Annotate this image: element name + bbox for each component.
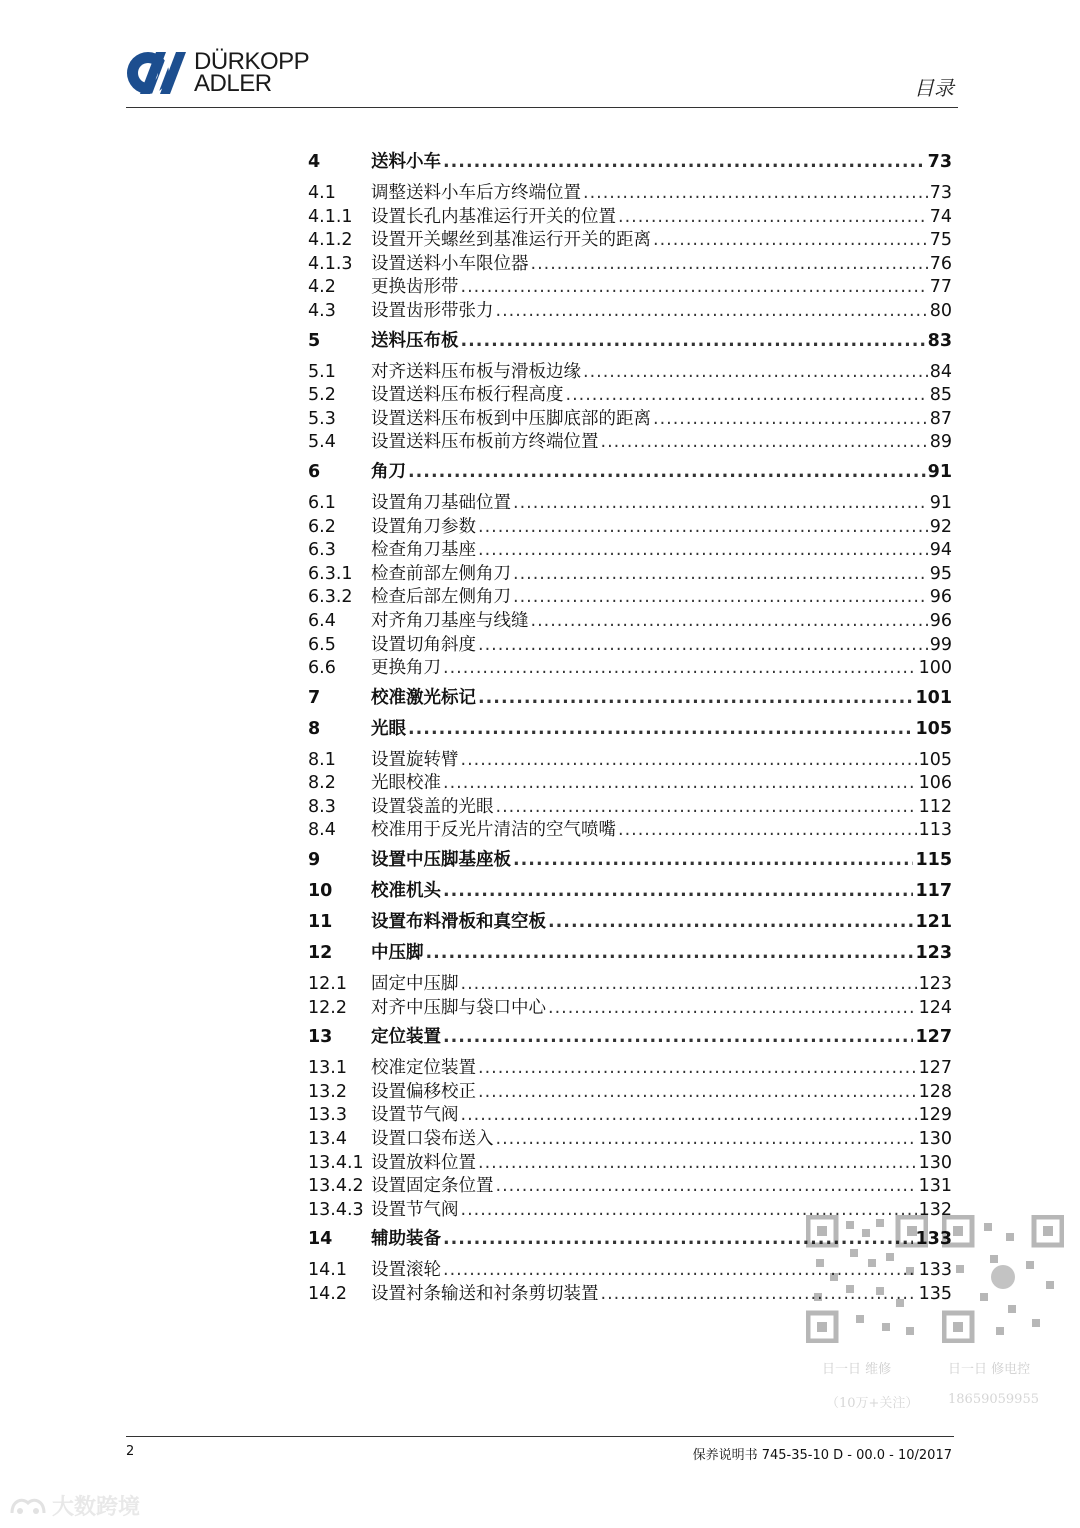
toc-section-entry[interactable]: [308, 297, 952, 321]
toc-chapter-entry[interactable]: [308, 877, 952, 902]
toc-entry-title: 角刀: [371, 461, 406, 482]
toc-entry-number: 4.1.3: [308, 253, 353, 274]
toc-entry-page: 105: [918, 749, 952, 770]
toc-entry-number: 8.2: [308, 773, 336, 794]
toc-entry-title: 对齐送料压布板与滑板边缘: [371, 361, 581, 382]
toc-entry-title: 校准定位装置: [371, 1058, 476, 1079]
toc-chapter-entry[interactable]: [308, 715, 952, 740]
toc-entry-number: 8.1: [308, 749, 336, 770]
toc-leader-dots: [408, 719, 913, 739]
toc-entry-page: 83: [927, 330, 952, 351]
toc-leader-dots: [513, 587, 928, 607]
toc-entry-number: 6.1: [308, 492, 336, 513]
toc-section-entry[interactable]: [308, 273, 952, 297]
toc-entry-number: 11: [308, 912, 333, 933]
toc-leader-dots: [461, 331, 926, 351]
toc-leader-dots: [461, 277, 928, 297]
toc-entry-number: 9: [308, 850, 321, 871]
toc-entry-page: 113: [918, 820, 952, 841]
toc-leader-dots: [443, 152, 926, 172]
footer-divider: [126, 1436, 954, 1437]
toc-leader-dots: [548, 912, 913, 932]
toc-entry-title: 校准机头: [371, 881, 441, 902]
toc-entry-page: 112: [918, 796, 952, 817]
toc-entry-title: 调整送料小车后方终端位置: [371, 183, 581, 203]
toc-entry-title: 设置滚轮: [371, 1260, 441, 1281]
toc-section-entry[interactable]: [308, 654, 952, 678]
toc-entry-page: 74: [929, 206, 952, 227]
toc-entry-number: 14.2: [308, 1284, 347, 1304]
toc-leader-dots: [583, 362, 928, 382]
toc-entry-page: 73: [927, 152, 952, 172]
toc-entry-title: 送料小车: [371, 152, 441, 172]
toc-entry-page: 130: [918, 1152, 952, 1173]
toc-entry-number: 12: [308, 943, 333, 964]
toc-chapter-entry[interactable]: [308, 1023, 952, 1048]
toc-entry-number: 6.4: [308, 610, 336, 631]
toc-entry-title: 辅助装备: [371, 1229, 441, 1250]
toc-entry-title: 更换齿形带: [371, 277, 459, 298]
toc-entry-title: 设置开关螺丝到基准运行开关的距离: [371, 230, 651, 251]
toc-entry-number: 13.4.1: [308, 1152, 364, 1173]
toc-entry-page: 77: [929, 277, 952, 298]
toc-entry-number: 10: [308, 881, 333, 902]
toc-entry-number: 5.4: [308, 432, 336, 453]
toc-leader-dots: [531, 254, 928, 274]
toc-entry-page: 123: [915, 943, 952, 964]
toc-entry-page: 117: [915, 881, 952, 902]
toc-entry-title: 检查后部左侧角刀: [371, 587, 511, 608]
toc-section-entry[interactable]: [308, 816, 952, 840]
toc-entry-title: 设置送料压布板前方终端位置: [371, 432, 599, 453]
toc-entry-page: 91: [929, 492, 952, 513]
toc-entry-title: 设置衬条输送和衬条剪切装置: [371, 1284, 599, 1304]
toc-leader-dots: [461, 974, 917, 994]
header-divider: [126, 107, 958, 108]
toc-leader-dots: [461, 750, 917, 770]
brand-line-1: DÜRKOPP: [194, 48, 310, 75]
toc-entry-number: 8.4: [308, 820, 336, 841]
toc-section-entry[interactable]: [308, 1054, 952, 1078]
toc-leader-dots: [601, 432, 928, 452]
toc-leader-dots: [531, 611, 928, 631]
toc-entry-title: 设置齿形带张力: [371, 300, 494, 321]
toc-entry-number: 5: [308, 330, 321, 351]
toc-section-entry[interactable]: [308, 428, 952, 452]
watermark-text: 大数跨境: [52, 1495, 141, 1520]
toc-entry-title: 设置角刀参数: [371, 516, 476, 537]
toc-entry-number: 6.2: [308, 516, 336, 537]
toc-leader-dots: [548, 998, 917, 1018]
toc-chapter-entry[interactable]: [308, 908, 952, 933]
toc-entry-page: 85: [929, 385, 952, 406]
toc-chapter-entry[interactable]: [308, 458, 952, 483]
qr-caption: （10万+关注）: [826, 1396, 919, 1411]
toc-entry-page: 133: [918, 1260, 952, 1281]
toc-section-entry[interactable]: [308, 583, 952, 607]
toc-entry-title: 设置角刀基础位置: [371, 492, 511, 513]
qr-code-icon: [942, 1215, 1064, 1343]
toc-entry-page: 123: [918, 974, 952, 995]
toc-entry-number: 4.2: [308, 277, 336, 298]
toc-leader-dots: [443, 773, 917, 793]
toc-entry-number: 13.4: [308, 1129, 347, 1150]
toc-entry-number: 12.1: [308, 974, 347, 995]
toc-entry-page: 99: [929, 634, 952, 655]
toc-section-entry[interactable]: [308, 769, 952, 793]
toc-entry-number: 4.3: [308, 300, 336, 321]
toc-entry-title: 设置中压脚基座板: [371, 850, 511, 871]
toc-entry-number: 8: [308, 718, 321, 739]
toc-chapter-entry[interactable]: [308, 846, 952, 871]
toc-leader-dots: [618, 820, 917, 840]
toc-leader-dots: [478, 540, 928, 560]
toc-leader-dots: [583, 183, 928, 203]
toc-leader-dots: [408, 462, 926, 482]
toc-entry-page: 92: [929, 516, 952, 537]
toc-section-entry[interactable]: [308, 1125, 952, 1149]
toc-section-entry[interactable]: [308, 358, 952, 382]
toc-entry-page: 129: [918, 1105, 952, 1126]
toc-entry-title: 设置袋盖的光眼: [371, 796, 494, 817]
table-of-contents: [308, 148, 952, 1304]
toc-entry-page: 124: [918, 997, 952, 1018]
qr-code-watermark: [806, 1215, 1064, 1343]
toc-entry-title: 设置旋转臂: [371, 749, 459, 770]
toc-leader-dots: [653, 230, 928, 250]
toc-entry-page: 96: [929, 587, 952, 608]
brand-logo: [126, 50, 309, 96]
toc-leader-dots: [478, 688, 913, 708]
toc-entry-number: 4.1: [308, 183, 336, 203]
toc-entry-page: 131: [918, 1176, 952, 1197]
toc-entry-page: 121: [915, 912, 952, 933]
toc-entry-title: 设置节气阀: [371, 1105, 459, 1126]
toc-entry-page: 128: [918, 1081, 952, 1102]
toc-entry-page: 115: [915, 850, 952, 871]
toc-section-entry[interactable]: [308, 1101, 952, 1125]
footer-document-info: 保养说明书 745-35-10 D - 00.0 - 10/2017: [692, 1448, 952, 1463]
footer-page-number: 2: [126, 1444, 135, 1459]
toc-entry-page: 101: [915, 687, 952, 708]
toc-entry-page: 133: [915, 1229, 952, 1250]
qr-caption: 日一日 维修: [822, 1362, 892, 1377]
toc-leader-dots: [653, 409, 928, 429]
toc-entry-page: 84: [929, 361, 952, 382]
toc-leader-dots: [513, 493, 928, 513]
toc-section-entry[interactable]: [308, 970, 952, 994]
toc-chapter-entry[interactable]: [308, 939, 952, 964]
brand-line-2: ADLER: [194, 70, 272, 97]
toc-entry-title: 设置节气阀: [371, 1199, 459, 1220]
toc-entry-title: 校准激光标记: [371, 687, 476, 708]
toc-entry-title: 校准用于反光片清洁的空气喷嘴: [371, 820, 616, 841]
toc-entry-number: 6.3: [308, 540, 336, 561]
toc-entry-title: 设置送料小车限位器: [371, 253, 529, 274]
toc-leader-dots: [478, 635, 928, 655]
toc-leader-dots: [496, 1129, 917, 1149]
toc-entry-title: 光眼: [371, 718, 406, 739]
toc-entry-page: 135: [918, 1284, 952, 1304]
toc-entry-page: 80: [929, 300, 952, 321]
toc-section-entry[interactable]: [308, 250, 952, 274]
toc-entry-title: 检查前部左侧角刀: [371, 563, 511, 584]
toc-section-entry[interactable]: [308, 793, 952, 817]
toc-entry-number: 6: [308, 461, 321, 482]
toc-entry-title: 设置放料位置: [371, 1152, 476, 1173]
site-watermark: [8, 1490, 140, 1521]
toc-entry-page: 75: [929, 230, 952, 251]
toc-entry-page: 127: [918, 1058, 952, 1079]
qr-caption: 日一日 修电控: [948, 1362, 1031, 1377]
toc-section-entry[interactable]: [308, 607, 952, 631]
toc-entry-title: 光眼校准: [371, 773, 441, 794]
toc-entry-title: 设置送料压布板到中压脚底部的距离: [371, 408, 651, 429]
toc-leader-dots: [478, 1082, 917, 1102]
section-title: 目录: [914, 76, 954, 100]
watermark-logo-icon: [8, 1493, 48, 1519]
toc-entry-page: 95: [929, 563, 952, 584]
toc-entry-number: 13.1: [308, 1058, 347, 1079]
toc-entry-number: 13.2: [308, 1081, 347, 1102]
toc-leader-dots: [618, 207, 928, 227]
toc-entry-number: 13.4.2: [308, 1176, 364, 1197]
toc-leader-dots: [566, 385, 928, 405]
toc-section-entry[interactable]: [308, 1078, 952, 1102]
toc-leader-dots: [478, 1153, 917, 1173]
toc-entry-number: 12.2: [308, 997, 347, 1018]
toc-entry-number: 13.4.3: [308, 1199, 364, 1220]
toc-entry-page: 106: [918, 773, 952, 794]
toc-entry-page: 76: [929, 253, 952, 274]
toc-entry-number: 14: [308, 1229, 333, 1250]
toc-entry-number: 7: [308, 687, 321, 708]
toc-leader-dots: [443, 658, 917, 678]
toc-section-entry[interactable]: [308, 203, 952, 227]
toc-leader-dots: [478, 1058, 917, 1078]
toc-section-entry[interactable]: [308, 560, 952, 584]
toc-section-entry[interactable]: [308, 746, 952, 770]
toc-chapter-entry[interactable]: [308, 327, 952, 352]
toc-entry-page: 73: [929, 183, 952, 203]
toc-leader-dots: [426, 943, 914, 963]
toc-entry-number: 6.3.1: [308, 563, 353, 584]
toc-entry-title: 中压脚: [371, 943, 424, 964]
qr-caption: 18659059955: [948, 1392, 1039, 1407]
toc-section-entry[interactable]: [308, 381, 952, 405]
toc-entry-page: 87: [929, 408, 952, 429]
toc-section-entry[interactable]: [308, 631, 952, 655]
toc-entry-title: 设置切角斜度: [371, 634, 476, 655]
toc-entry-title: 设置长孔内基准运行开关的位置: [371, 206, 616, 227]
toc-section-entry[interactable]: [308, 1149, 952, 1173]
toc-section-entry[interactable]: [308, 405, 952, 429]
toc-entry-page: 96: [929, 610, 952, 631]
toc-entry-number: 6.3.2: [308, 587, 353, 608]
toc-entry-page: 89: [929, 432, 952, 453]
toc-entry-title: 检查角刀基座: [371, 540, 476, 561]
toc-section-entry[interactable]: [308, 536, 952, 560]
toc-entry-title: 设置布料滑板和真空板: [371, 912, 546, 933]
toc-section-entry[interactable]: [308, 994, 952, 1018]
toc-entry-number: 5.1: [308, 361, 336, 382]
toc-leader-dots: [478, 517, 928, 537]
toc-leader-dots: [496, 1176, 917, 1196]
toc-entry-number: 5.2: [308, 385, 336, 406]
toc-section-entry[interactable]: [308, 226, 952, 250]
qr-code-icon: [806, 1215, 928, 1343]
toc-leader-dots: [496, 797, 917, 817]
toc-entry-number: 5.3: [308, 408, 336, 429]
toc-leader-dots: [461, 1105, 917, 1125]
toc-chapter-entry[interactable]: [308, 148, 952, 173]
toc-entry-title: 设置偏移校正: [371, 1081, 476, 1102]
toc-entry-page: 130: [918, 1129, 952, 1150]
toc-entry-number: 13.3: [308, 1105, 347, 1126]
toc-entry-title: 设置送料压布板行程高度: [371, 385, 564, 406]
toc-entry-number: 4: [308, 152, 321, 172]
toc-entry-number: 13: [308, 1027, 333, 1048]
toc-entry-title: 更换角刀: [371, 658, 441, 679]
toc-entry-title: 设置口袋布送入: [371, 1129, 494, 1150]
brand-name: [194, 48, 310, 97]
toc-chapter-entry[interactable]: [308, 684, 952, 709]
toc-leader-dots: [513, 850, 913, 870]
toc-entry-page: 94: [929, 540, 952, 561]
toc-entry-page: 91: [927, 461, 952, 482]
toc-entry-page: 100: [918, 658, 952, 679]
toc-section-entry[interactable]: [308, 1172, 952, 1196]
toc-entry-page: 132: [918, 1199, 952, 1220]
toc-section-entry[interactable]: [308, 179, 952, 203]
toc-leader-dots: [443, 881, 913, 901]
toc-entry-page: 105: [915, 718, 952, 739]
toc-leader-dots: [443, 1027, 913, 1047]
toc-entry-page: 127: [915, 1027, 952, 1048]
durkopp-adler-logo-icon: [126, 50, 188, 96]
toc-leader-dots: [513, 564, 928, 584]
toc-entry-title: 对齐角刀基座与线缝: [371, 610, 529, 631]
toc-entry-title: 设置固定条位置: [371, 1176, 494, 1197]
toc-entry-title: 定位装置: [371, 1027, 441, 1048]
toc-entry-number: 6.6: [308, 658, 336, 679]
toc-section-entry[interactable]: [308, 513, 952, 537]
toc-leader-dots: [496, 301, 928, 321]
toc-entry-number: 6.5: [308, 634, 336, 655]
toc-entry-number: 4.1.1: [308, 206, 353, 227]
toc-entry-title: 送料压布板: [371, 330, 459, 351]
toc-entry-title: 对齐中压脚与袋口中心: [371, 997, 546, 1018]
toc-entry-number: 8.3: [308, 796, 336, 817]
toc-section-entry[interactable]: [308, 489, 952, 513]
toc-entry-title: 固定中压脚: [371, 974, 459, 995]
toc-entry-number: 4.1.2: [308, 230, 353, 251]
toc-entry-number: 14.1: [308, 1260, 347, 1281]
